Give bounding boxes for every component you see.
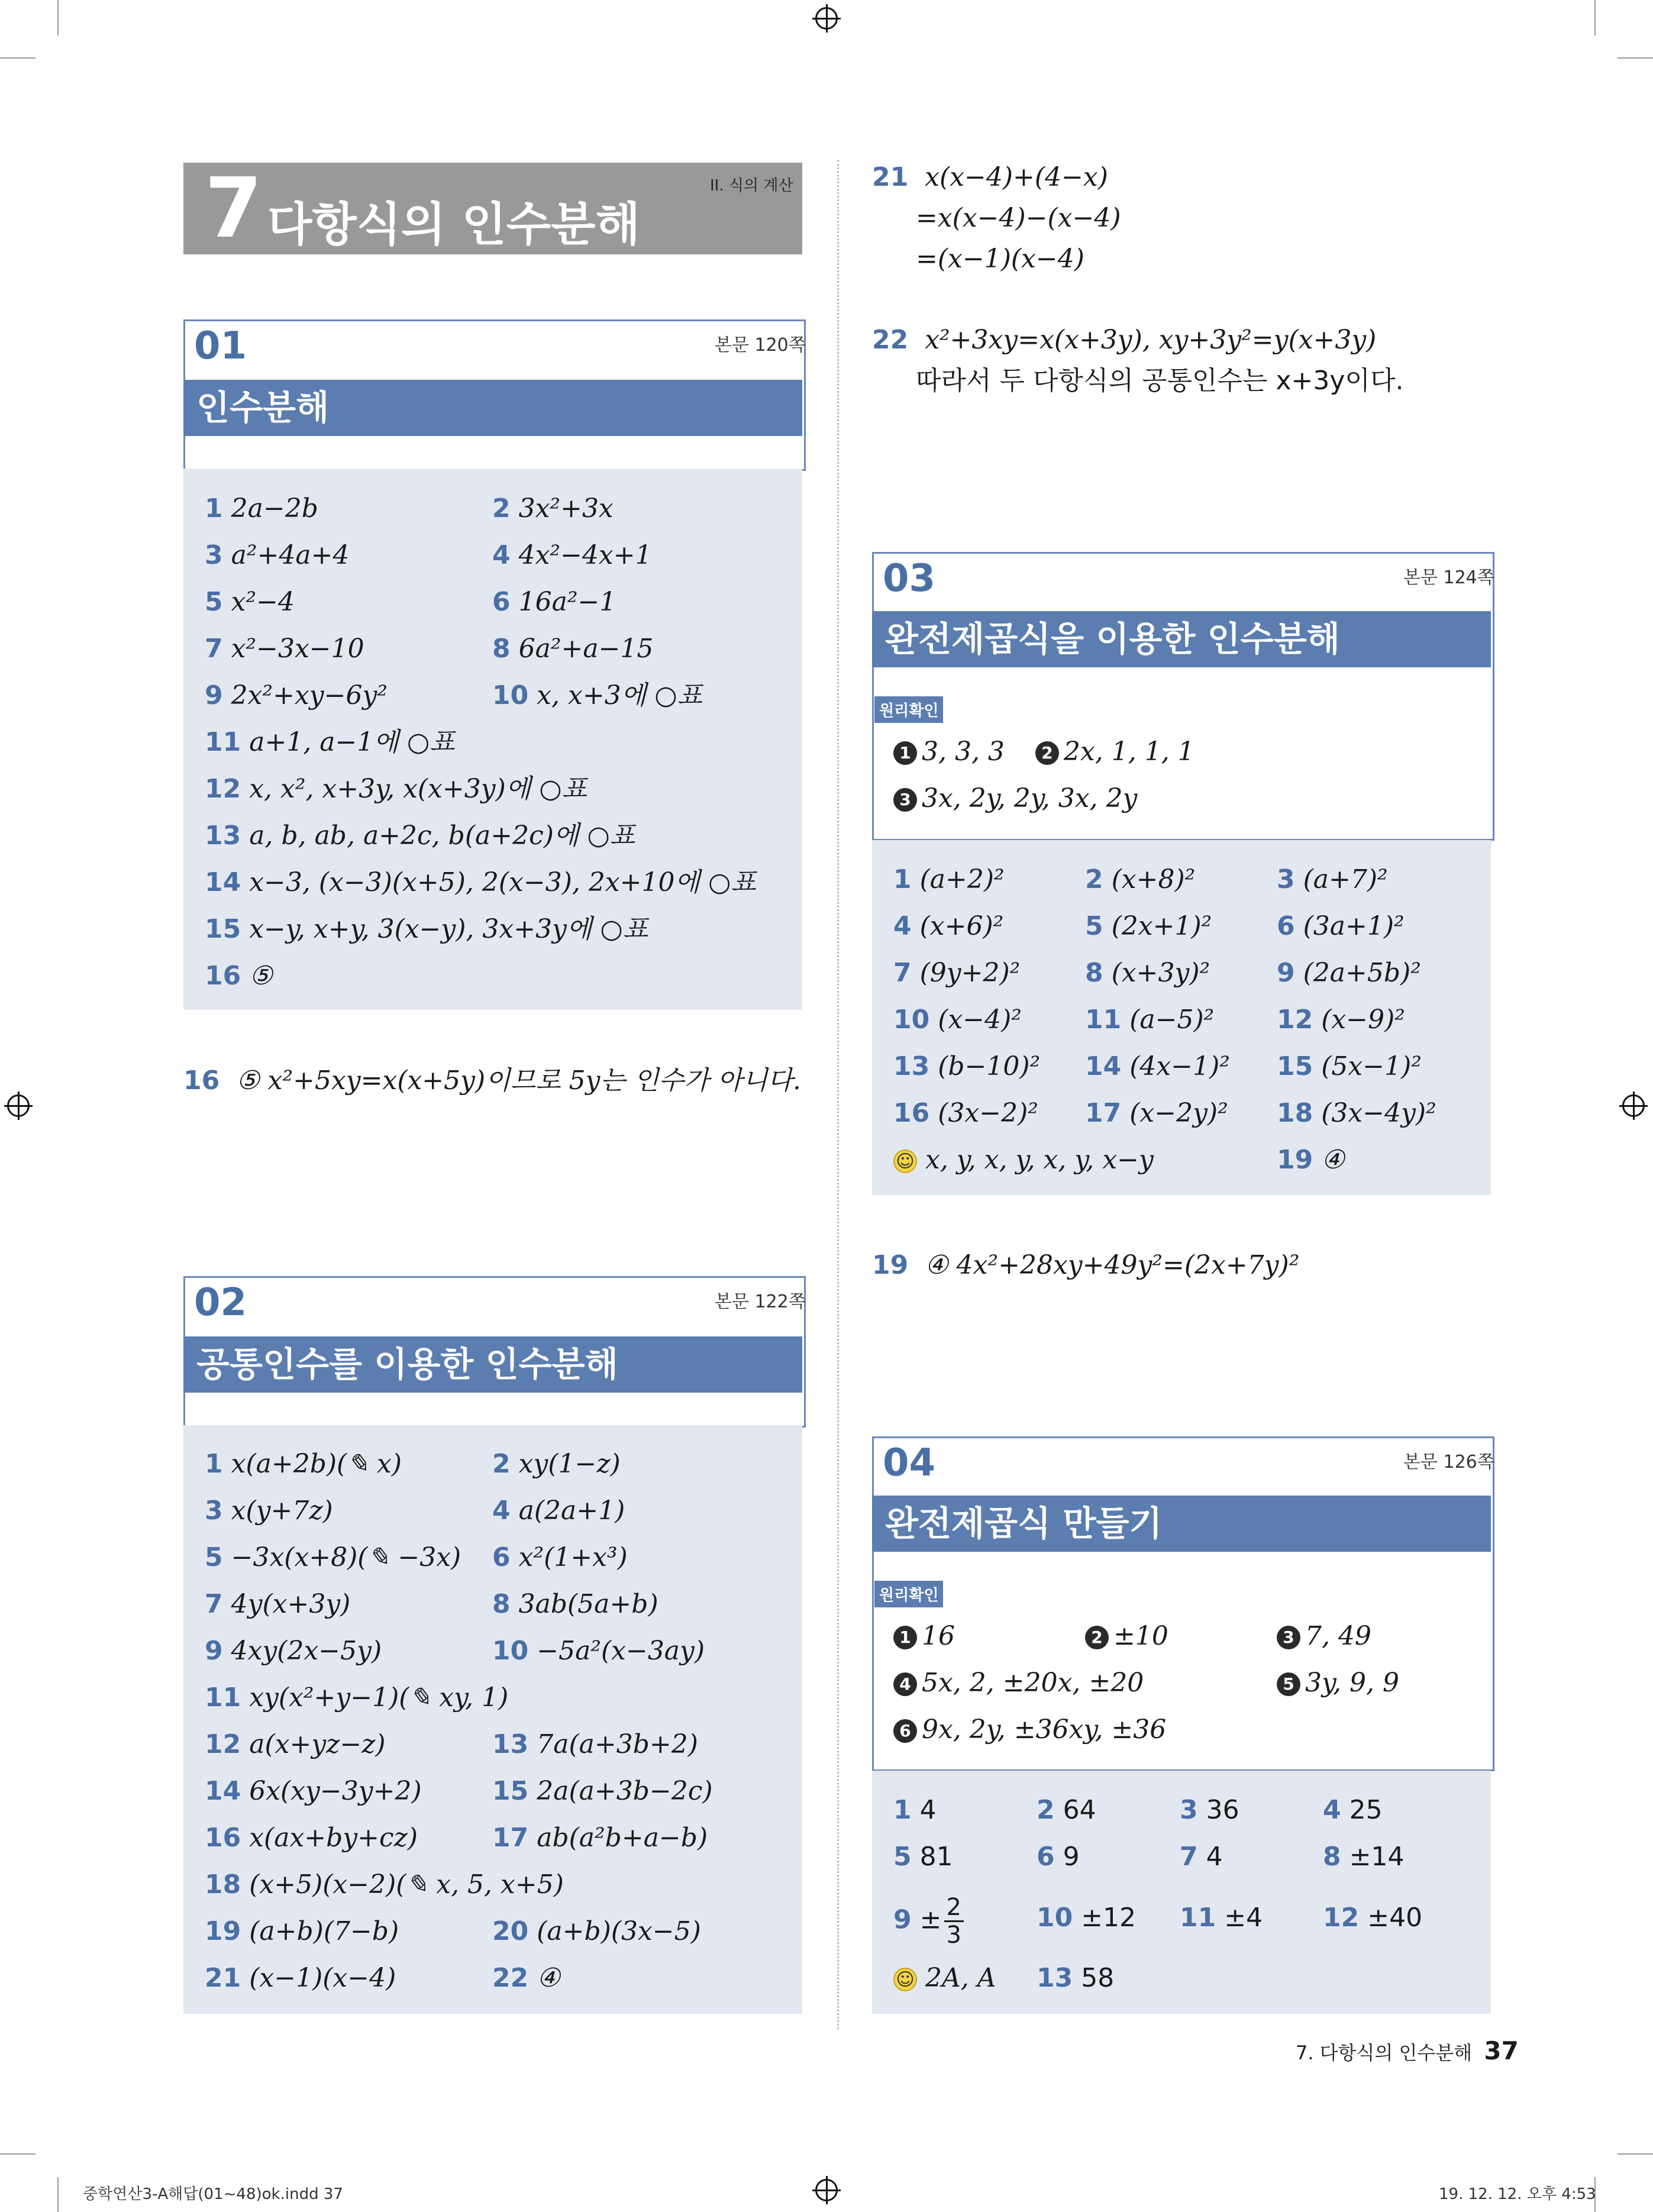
answer-item: 17 ab(a²b+a−b) [492,1823,708,1853]
registration-mark-icon [815,2179,838,2201]
concept-item: 3 3x, 2y, 2y, 3x, 2y [893,775,1137,822]
concept-item: 3 7, 49 [1277,1613,1371,1659]
answer-item: 16 x(ax+by+cz) [205,1823,418,1853]
answer-item: 7 4y(x+3y) [205,1589,351,1619]
concept-item: 1 3, 3, 3 [893,728,1005,775]
answer-item: 6 9 [1037,1842,1080,1872]
explanation-line: =x(x−4)−(x−4) [916,203,1121,233]
explanation-note: 21 x(x−4)+(4−x) [872,162,1108,192]
answer-item: 6 16a²−1 [492,587,616,617]
answer-item: 12 a(x+yz−z) [205,1729,386,1759]
answer-item: 11 (a−5)² [1085,1005,1215,1035]
explanation-note: 16 ⑤ x²+5xy=x(x+5y)이므로 5y는 인수가 아니다. [183,1065,802,1096]
answer-item: 9 ± $\frac{2}{3}$ [893,1894,964,1948]
crop-mark [1594,0,1596,35]
answer-item: 9 2x²+xy−6y² [205,680,388,711]
crop-mark [1618,57,1653,59]
answer-item: 8 3ab(5a+b) [492,1589,658,1619]
answer-item: 13 7a(a+3b+2) [492,1729,698,1759]
answer-item: 5 −3x(x+8)(✎ −3x) [205,1542,461,1572]
answer-item: 19 (a+b)(7−b) [205,1916,399,1946]
answer-item: 10 −5a²(x−3ay) [492,1636,705,1666]
answer-item: 9 4xy(2x−5y) [205,1636,382,1666]
answer-item: 21 (x−1)(x−4) [205,1963,396,1993]
registration-mark-icon [1622,1094,1645,1117]
section-page-ref: 본문 126쪽 [1403,1452,1494,1472]
page-number: 37 [1484,2036,1519,2065]
footer-chapter: 7. 다항식의 인수분해 [1296,2042,1473,2064]
slug-file: 중학연산3-A해답(01~48)ok.indd 37 [83,2185,343,2203]
section-title: 인수분해 [183,380,802,436]
concept-item: 4 5x, 2, ±20x, ±20 [893,1659,1144,1706]
crop-mark [57,2177,59,2212]
answer-item: 4 a(2a+1) [492,1496,625,1526]
explanation-note: 19 ④ 4x²+28xy+49y²=(2x+7y)² [872,1250,1300,1280]
answer-item: 22 ④ [492,1963,560,1993]
answer-item: 2 3x²+3x [492,493,614,524]
answer-item: 4 4x²−4x+1 [492,540,652,570]
crop-mark [1618,2153,1653,2155]
registration-mark-icon [815,7,838,30]
section-page-ref: 본문 124쪽 [1403,567,1494,588]
concept-badge: 원리확인 [874,696,943,723]
answer-item: 10 (x−4)² [893,1005,1022,1035]
answer-item: 1 x(a+2b)(✎ x) [205,1449,402,1479]
answer-item: 14 6x(xy−3y+2) [205,1776,422,1806]
answer-item: 8 ±14 [1323,1842,1405,1872]
answer-item: 5 (2x+1)² [1085,911,1212,941]
answer-item: 15 x−y, x+y, 3(x−y), 3x+3y에 ○표 [205,914,648,944]
section-title: 공통인수를 이용한 인수분해 [183,1336,802,1393]
answer-item: 3 x(y+7z) [205,1496,333,1526]
concept-item: 1 16 [893,1613,955,1659]
answer-item: 2 64 [1037,1795,1096,1825]
section-page-ref: 본문 122쪽 [715,1291,806,1312]
answer-item: 10 x, x+3에 ○표 [492,680,703,711]
column-divider [837,160,839,2029]
answer-item: 8 (x+3y)² [1085,958,1210,988]
answer-item: 13 a, b, ab, a+2c, b(a+2c)에 ○표 [205,821,635,851]
explanation-line: 따라서 두 다항식의 공통인수는 x+3y이다. [916,366,1404,396]
crop-mark [57,0,59,35]
chapter-section: II. 식의 계산 [710,177,793,195]
answer-item: 10 ±12 [1037,1903,1137,1933]
answer-item: 13 58 [1037,1963,1115,1993]
answer-item: 12 x, x², x+3y, x(x+3y)에 ○표 [205,774,587,804]
answer-item: 19 ④ [1277,1145,1345,1175]
answer-item: 4 25 [1323,1795,1383,1825]
answer-item: 2 xy(1−z) [492,1449,621,1479]
section-title: 완전제곱식 만들기 [872,1496,1491,1552]
answer-item: 4 (x+6)² [893,911,1004,941]
page-footer [1296,2036,1519,2065]
concept-item: 6 9x, 2y, ±36xy, ±36 [893,1706,1166,1753]
slug-date: 19. 12. 12. 오후 4:53 [1439,2185,1596,2203]
section-code: 02 [194,1281,247,1325]
answer-item: 18 (x+5)(x−2)(✎ x, 5, x+5) [205,1869,564,1900]
answer-item: 9 (2a+5b)² [1277,958,1421,988]
concept-badge: 원리확인 [874,1581,943,1607]
answer-item: ☺ 2A, A [893,1955,996,2001]
chapter-header [183,160,802,257]
answer-item: 6 (3a+1)² [1277,911,1405,941]
section-code: 04 [883,1441,936,1485]
fraction: $\frac{2}{3}$ [944,1894,964,1948]
answer-item: 5 x²−4 [205,587,295,617]
answer-item: 12 (x−9)² [1277,1005,1405,1035]
answer-item: 15 (5x−1)² [1277,1051,1422,1081]
smile-icon: ☺ [893,1968,917,1991]
answer-item: 3 36 [1180,1795,1239,1825]
answer-item: 11 xy(x²+y−1)(✎ xy, 1) [205,1683,509,1713]
section-page-ref: 본문 120쪽 [715,335,806,356]
answer-item: 1 2a−2b [205,493,318,524]
crop-mark [0,57,35,59]
answer-item: 14 x−3, (x−3)(x+5), 2(x−3), 2x+10에 ○표 [205,867,756,897]
smile-icon: ☺ [893,1149,917,1173]
answer-item: 8 6a²+a−15 [492,634,654,664]
explanation-line: =(x−1)(x−4) [916,244,1084,274]
answer-item: 2 (x+8)² [1085,864,1196,895]
concept-item: 2 2x, 1, 1, 1 [1035,728,1194,775]
answer-item: 20 (a+b)(3x−5) [492,1916,701,1946]
answer-item: 18 (3x−4y)² [1277,1098,1436,1128]
answer-item: 3 a²+4a+4 [205,540,350,570]
answer-item: 16 ⑤ [205,961,273,991]
chapter-title: 다항식의 인수분해 [267,198,640,251]
crop-mark [0,2153,35,2155]
answer-item: 14 (4x−1)² [1085,1051,1230,1081]
answer-item: 11 ±4 [1180,1903,1263,1933]
answer-item: 3 (a+7)² [1277,864,1388,895]
answer-item: 13 (b−10)² [893,1051,1041,1081]
answer-item: 7 x²−3x−10 [205,634,364,664]
answer-item: 6 x²(1+x³) [492,1542,628,1572]
answer-item: ☺ x, y, x, y, x, y, x−y [893,1136,1154,1183]
answer-item: 12 ±40 [1323,1903,1423,1933]
answer-item: 1 (a+2)² [893,864,1005,895]
explanation-note: 22 x²+3xy=x(x+3y), xy+3y²=y(x+3y) [872,325,1377,355]
concept-item: 2 ±10 [1085,1613,1168,1659]
answer-item: 5 81 [893,1842,953,1872]
section-code: 01 [194,324,247,368]
section-title: 완전제곱식을 이용한 인수분해 [872,611,1491,667]
answer-item: 16 (3x−2)² [893,1098,1038,1128]
concept-item: 5 3y, 9, 9 [1277,1659,1399,1706]
answer-item: 7 4 [1180,1842,1223,1872]
answer-item: 17 (x−2y)² [1085,1098,1228,1128]
section-code: 03 [883,557,936,600]
chapter-number: 7 [205,160,263,257]
answer-item: 11 a+1, a−1에 ○표 [205,727,455,757]
answer-item: 1 4 [893,1795,937,1825]
registration-mark-icon [7,1094,30,1117]
answer-item: 15 2a(a+3b−2c) [492,1776,713,1806]
answer-item: 7 (9y+2)² [893,958,1021,988]
